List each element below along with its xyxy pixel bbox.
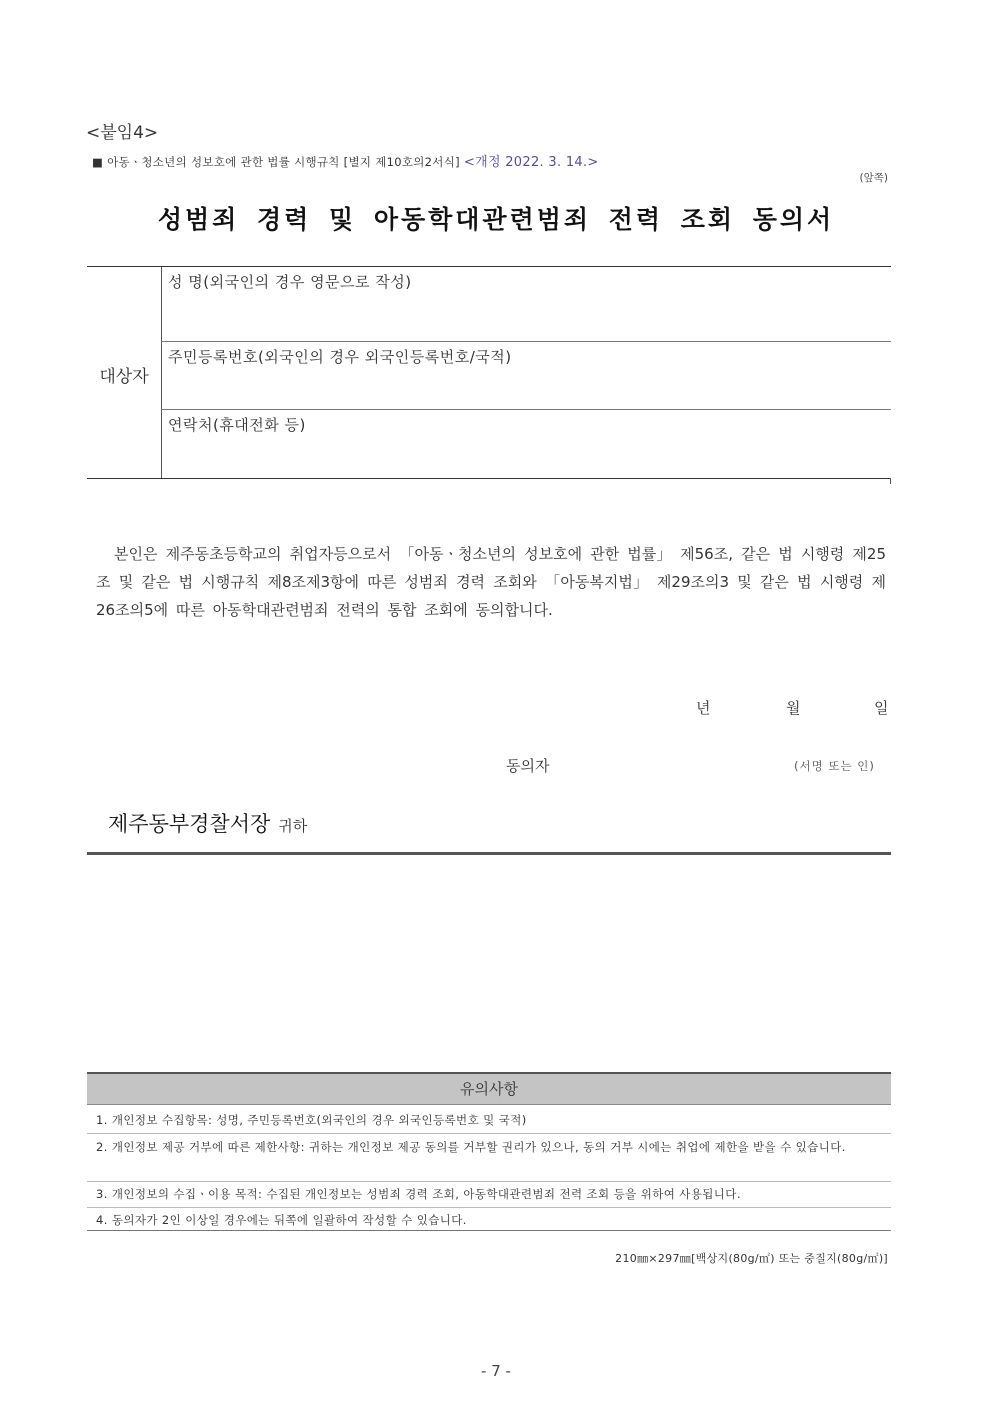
subject-table-divider (161, 267, 162, 478)
subject-table-top-border (87, 266, 891, 267)
subject-label: 대상자 (99, 367, 149, 387)
section-divider (87, 852, 891, 855)
date-year: 년 (696, 699, 711, 717)
notes-bottom-border (87, 1230, 891, 1231)
note-item-text: 2. 개인정보 제공 거부에 따른 제한사항: 귀하는 개인정보 제공 동의를 거부할 권리가 있으나, 동의 거부 시에는 취업에 제한을 받을 수 있습니다. (96, 1140, 846, 1154)
date-day: 일 (874, 699, 889, 717)
paper-spec: 210㎜×297㎜[백상지(80g/㎡) 또는 중질지(80g/㎡)] (615, 1252, 888, 1265)
note-item: 4. 동의자가 2인 이상일 경우에는 뒤쪽에 일괄하여 작성할 수 있습니다. (96, 1213, 467, 1227)
field-contact-label: 연락처(휴대전화 등) (168, 416, 306, 434)
note-separator (87, 1133, 891, 1134)
front-page-mark: (앞쪽) (859, 172, 888, 184)
date-month: 월 (786, 699, 801, 717)
page-number: - 7 - (481, 1362, 511, 1380)
consenter-label: 동의자 (506, 757, 550, 775)
note-separator (87, 1207, 891, 1208)
signature-note: (서명 또는 인) (794, 759, 875, 773)
note-item: 1. 개인정보 수집항목: 성명, 주민등록번호(외국인의 경우 외국인등록번호 및 국적) (96, 1113, 527, 1127)
field-name-label: 성 명(외국인의 경우 영문으로 작성) (168, 273, 412, 291)
attachment-label: <붙임4> (86, 123, 159, 143)
table-corner-tick (890, 478, 891, 484)
subject-row-separator (161, 409, 891, 410)
subject-row-separator (161, 341, 891, 342)
subject-table-bottom-border (87, 478, 891, 479)
field-id-number-label: 주민등록번호(외국인의 경우 외국인등록번호/국적) (168, 348, 512, 366)
revision-date: <개정 2022. 3. 14.> (463, 155, 599, 170)
law-reference-text: ■ 아동ㆍ청소년의 성보호에 관한 법률 시행규칙 [별지 제10호의2서식] (92, 155, 460, 169)
note-separator (87, 1181, 891, 1182)
consent-statement: 본인은 제주동초등학교의 취업자등으로서 「아동ㆍ청소년의 성보호에 관한 법률」 제56조, 같은 법 시행령 제25조 및 같은 법 시행규칙 제8조제3항에 따른 성범죄 경력 조회와 「아동복지법」 제29조의3 및 같은 법 시행령 제26조의5에 따른 아동학대관련범죄 전력의 통합 조회에 동의합니다. (96, 545, 886, 619)
recipient-name: 제주동부경찰서장 (108, 812, 271, 836)
recipient-suffix: 귀하 (278, 817, 308, 835)
law-reference (92, 151, 599, 170)
form-title: 성범죄 경력 및 아동학대관련범죄 전력 조회 동의서 (157, 205, 835, 234)
notes-heading: 유의사항 (87, 1074, 891, 1105)
recipient (108, 808, 307, 838)
note-item: 3. 개인정보의 수집ㆍ이용 목적: 수집된 개인정보는 성범죄 경력 조회, 아동학대관련범죄 전력 조회 등을 위하여 사용됩니다. (96, 1187, 741, 1201)
note-item (96, 1137, 886, 1158)
